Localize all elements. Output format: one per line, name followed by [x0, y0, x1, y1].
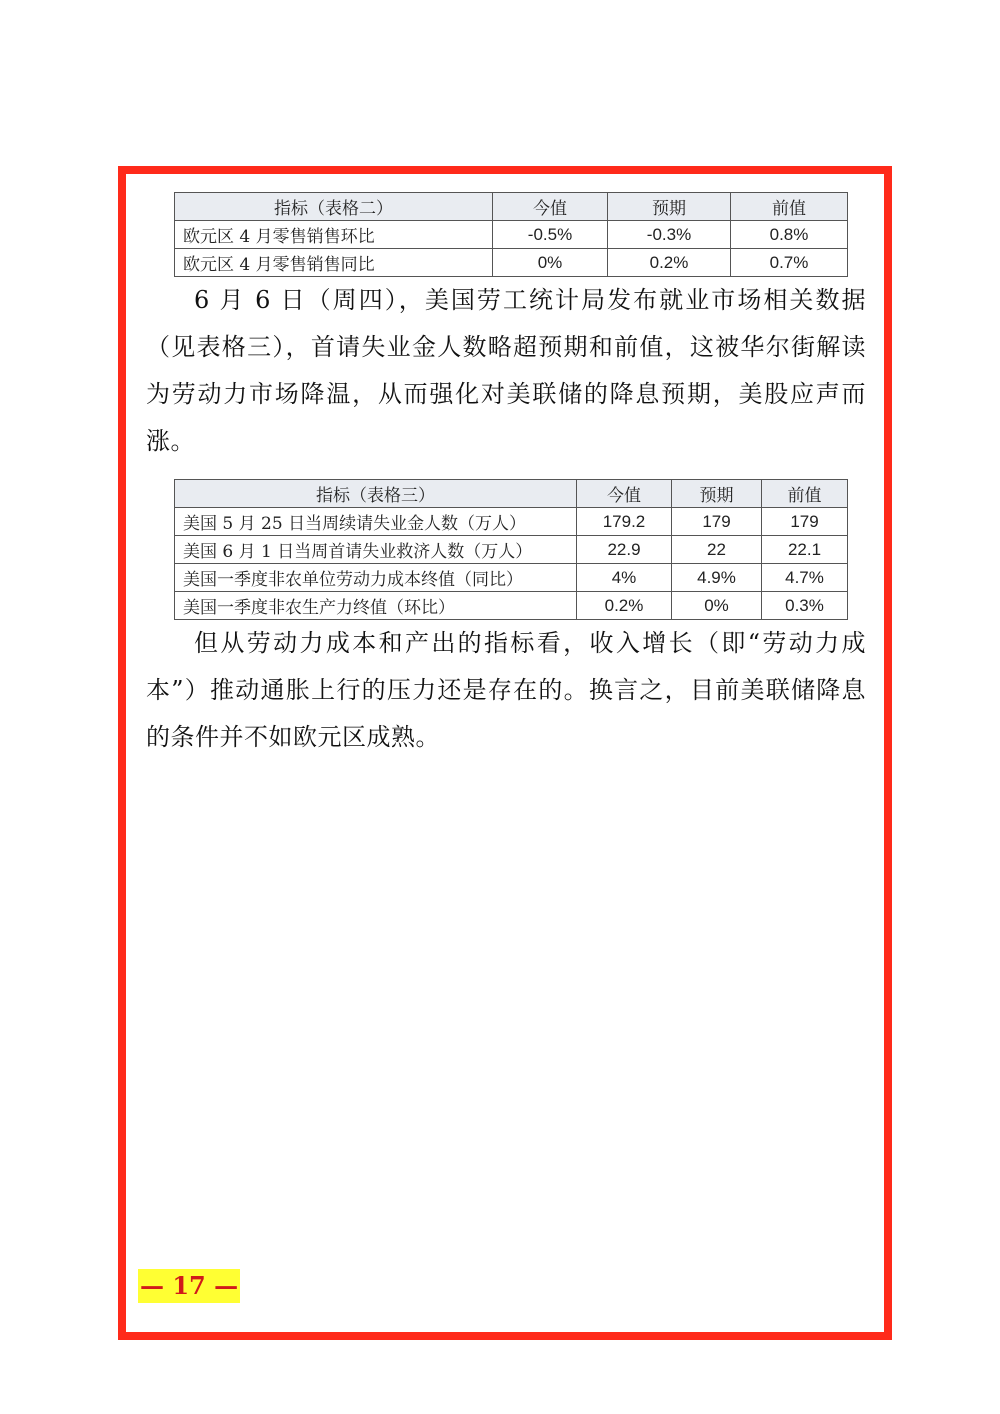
- row-previous: 4.7%: [762, 564, 848, 592]
- row-previous: 0.7%: [731, 249, 848, 277]
- page-frame: [118, 166, 892, 1340]
- table-2-header-previous: 前值: [731, 193, 848, 221]
- page-number: — 17 —: [138, 1269, 240, 1303]
- row-label: 欧元区 4 月零售销售环比: [175, 221, 493, 249]
- page-content: [146, 192, 866, 761]
- paragraph-employment-data: 6 月 6 日（周四），美国劳工统计局发布就业市场相关数据（见表格三），首请失业金人数略超预期和前值，这被华尔街解读为劳动力市场降温，从而强化对美联储的降息预期，美股应声而涨。: [146, 286, 866, 455]
- row-label: 美国 5 月 25 日当周续请失业金人数（万人）: [175, 508, 577, 536]
- table-3-header-previous: 前值: [762, 480, 848, 508]
- table-3-header-expected: 预期: [672, 480, 762, 508]
- table-2-header-indicator: 指标（表格二）: [175, 193, 493, 221]
- row-expected: 179: [672, 508, 762, 536]
- table-row: [175, 249, 848, 277]
- row-current: 0.2%: [577, 592, 672, 620]
- row-current: 0%: [493, 249, 608, 277]
- table-row: [175, 564, 848, 592]
- paragraph-labor-cost: 但从劳动力成本和产出的指标看，收入增长（即“劳动力成本”）推动通胀上行的压力还是存在的。换言之，目前美联储降息的条件并不如欧元区成熟。: [146, 629, 866, 751]
- row-label: 美国一季度非农单位劳动力成本终值（同比）: [175, 564, 577, 592]
- row-label: 美国一季度非农生产力终值（环比）: [175, 592, 577, 620]
- row-expected: -0.3%: [608, 221, 731, 249]
- row-previous: 22.1: [762, 536, 848, 564]
- row-current: -0.5%: [493, 221, 608, 249]
- table-3-header-current: 今值: [577, 480, 672, 508]
- row-current: 22.9: [577, 536, 672, 564]
- row-label: 欧元区 4 月零售销售同比: [175, 249, 493, 277]
- table-row: [175, 221, 848, 249]
- row-expected: 0%: [672, 592, 762, 620]
- row-expected: 4.9%: [672, 564, 762, 592]
- row-previous: 179: [762, 508, 848, 536]
- table-3-header-row: [175, 480, 848, 508]
- table-row: [175, 536, 848, 564]
- table-2-header-row: [175, 193, 848, 221]
- row-expected: 22: [672, 536, 762, 564]
- table-3-header-indicator: 指标（表格三）: [175, 480, 577, 508]
- row-previous: 0.3%: [762, 592, 848, 620]
- row-previous: 0.8%: [731, 221, 848, 249]
- table-3: [174, 479, 848, 620]
- table-2: [174, 192, 848, 277]
- table-2-header-expected: 预期: [608, 193, 731, 221]
- row-label: 美国 6 月 1 日当周首请失业救济人数（万人）: [175, 536, 577, 564]
- row-current: 179.2: [577, 508, 672, 536]
- table-2-header-current: 今值: [493, 193, 608, 221]
- row-current: 4%: [577, 564, 672, 592]
- row-expected: 0.2%: [608, 249, 731, 277]
- table-row: [175, 592, 848, 620]
- table-row: [175, 508, 848, 536]
